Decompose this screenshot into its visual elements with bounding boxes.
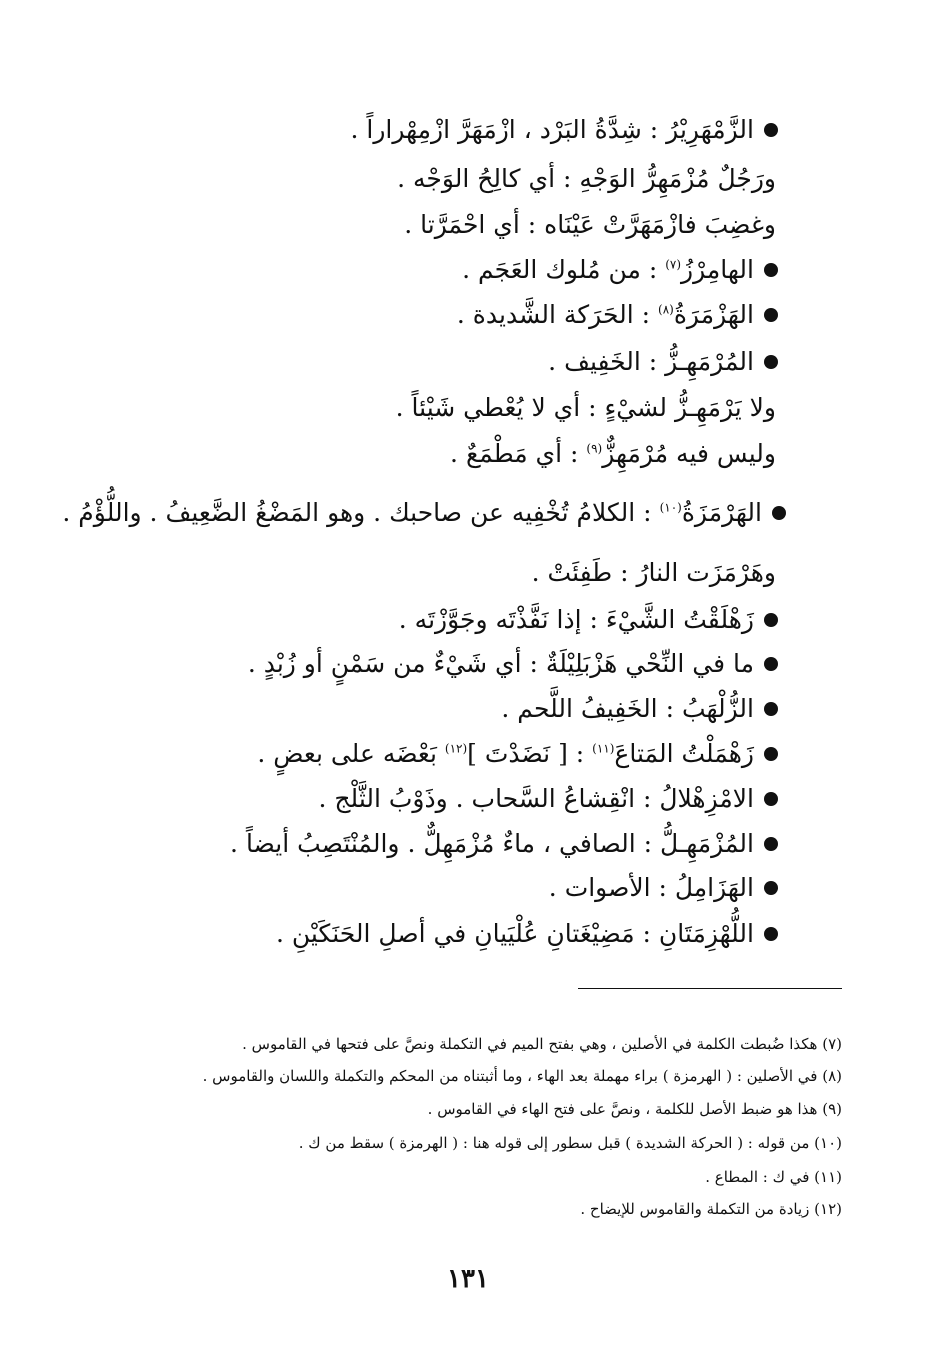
footnote-marker: (٧) bbox=[665, 257, 682, 272]
entry-line bbox=[457, 298, 778, 332]
footnote: (١٠) من قوله : ( الحركة الشديدة ) قبل سطور إلى قوله هنا : ( الهرمزة ) سقط من ك . bbox=[298, 1134, 842, 1152]
entry-text-continued: : الكلامُ تُخْفِيه عن صاحبك . وهو المَضْغُ الضَّعِيفُ . واللُّؤْمُ . bbox=[62, 498, 660, 527]
footnote-marker: (١٢) bbox=[444, 741, 468, 756]
entry-line bbox=[399, 603, 778, 637]
entry-line bbox=[257, 737, 778, 771]
entry-line bbox=[404, 208, 776, 242]
bullet-icon bbox=[764, 308, 778, 322]
footnote-marker: (٩) bbox=[586, 441, 603, 456]
entry-line bbox=[396, 391, 776, 425]
entry-text: وهَرْمَزَت النارُ : طَفِئَتْ . bbox=[531, 558, 776, 587]
bullet-icon bbox=[764, 263, 778, 277]
entry-text: الزَّمْهَرِيْرُ : شِدَّةُ البَرْد ، ازْمَهَرَّ ازْمِهْراراً . bbox=[350, 115, 754, 144]
entry-text-continued: : من مُلوك العَجَم . bbox=[462, 255, 666, 284]
footnote: (١٢) زيادة من التكملة والقاموس للإيضاح . bbox=[580, 1200, 842, 1218]
entry-text: زَهْلَقْتُ الشَّيْءَ : إذا نَفَّذْتَه وجَوَّزْتَه . bbox=[398, 605, 754, 634]
entry-line bbox=[397, 162, 776, 196]
bullet-icon bbox=[764, 613, 778, 627]
entry-text: وليس فيه مُرْمَهِزٌّ bbox=[602, 439, 776, 468]
entry-text-continued: : أي مَطْمَعٌ . bbox=[450, 439, 587, 468]
bullet-icon bbox=[764, 927, 778, 941]
entry-text: ما في النِّحْي هَزْبَلِيْلَةٌ : أي شَيْءٌ من سَمْنٍ أو زُبْدٍ . bbox=[247, 649, 754, 678]
entry-text-continued: بَعْضَه على بعضٍ . bbox=[257, 739, 445, 768]
page-number: ١٣١ bbox=[447, 1264, 489, 1294]
entry-line bbox=[319, 782, 778, 816]
entry-text: الهَرْمَزَةُ bbox=[681, 498, 762, 527]
entry-text: زَهْمَلْتُ المَتاعَ bbox=[614, 739, 754, 768]
footnote-marker: (١٠) bbox=[659, 500, 682, 515]
entry-text: اللُّهْزِمَتَانِ : مَضِيْغَتانِ عُلْيَيانِ في أصلِ الحَنَكَيْنِ . bbox=[275, 919, 754, 948]
bullet-icon bbox=[764, 702, 778, 716]
entry-text: ورَجُلٌ مُزْمَهِرُّ الوَجْهِ : أي كالِحُ الوَجْه . bbox=[397, 164, 776, 193]
entry-text-continued: : [ نَضَدْتَ ] bbox=[467, 739, 593, 768]
entry-line bbox=[548, 345, 778, 379]
entry-line bbox=[450, 437, 776, 471]
footnote: (١١) في ك : المطاع . bbox=[705, 1168, 842, 1186]
footnote: (٨) في الأصلين : ( الهرمزة ) براء مهملة بعد الهاء ، وما أثبتناه من المحكم والتكملة واللسان والقاموس . bbox=[202, 1067, 842, 1085]
entry-text: الامْزِهْلالُ : انْقِشاعُ السَّحاب . وذَوْبُ الثَّلْج . bbox=[318, 784, 754, 813]
footnote: (٩) هذا هو ضبط الأصل للكلمة ، ونصَّ على فتح الهاء في القاموس . bbox=[427, 1100, 842, 1118]
bullet-icon bbox=[764, 792, 778, 806]
footnote: (٧) هكذا ضُبطت الكلمة في الأصلين ، وهي بفتح الميم في التكملة ونصَّ على فتحها في القاموس . bbox=[242, 1035, 842, 1053]
entry-text: المُزْمَهِـلُّ : الصافي ، ماءٌ مُزْمَهِلٌّ . والمُنْتَصِبُ أيضاً . bbox=[230, 829, 754, 858]
footnote-marker: (٨) bbox=[658, 302, 674, 317]
footnote-divider bbox=[578, 988, 842, 989]
entry-line bbox=[276, 917, 778, 951]
entry-text: وغضِبَ فازْمَهَرَّتْ عَيْنَاه : أي احْمَرَّتا . bbox=[404, 210, 776, 239]
entry-line bbox=[462, 253, 778, 287]
bullet-icon bbox=[764, 881, 778, 895]
bullet-icon bbox=[764, 747, 778, 761]
entry-text: ولا يَرْمَهِـزُّ لشيْءٍ : أي لا يُعْطي شَيْئاً . bbox=[395, 393, 776, 422]
entry-text: الزُّلْهَبُ : الخَفِيفُ اللَّحم . bbox=[501, 694, 754, 723]
entry-line bbox=[230, 827, 778, 861]
entry-line bbox=[62, 496, 786, 530]
bullet-icon bbox=[764, 123, 778, 137]
entry-text: الهَزْمَرَةُ bbox=[673, 300, 754, 329]
footnote-marker: (١١) bbox=[592, 741, 615, 756]
bullet-icon bbox=[772, 506, 786, 520]
entry-text: المُرْمَهِـزُّ : الخَفِيف . bbox=[548, 347, 754, 376]
entry-line bbox=[501, 692, 778, 726]
bullet-icon bbox=[764, 837, 778, 851]
entry-line bbox=[248, 647, 778, 681]
entry-line bbox=[549, 871, 778, 905]
bullet-icon bbox=[764, 355, 778, 369]
entry-text: الهامِرْزُ bbox=[681, 255, 754, 284]
entry-text: الهَزَامِلُ : الأصوات . bbox=[548, 873, 754, 902]
bullet-icon bbox=[764, 657, 778, 671]
entry-line bbox=[350, 113, 778, 147]
entry-line bbox=[532, 556, 776, 590]
entry-text-continued: : الحَرَكة الشَّديدة . bbox=[456, 300, 658, 329]
